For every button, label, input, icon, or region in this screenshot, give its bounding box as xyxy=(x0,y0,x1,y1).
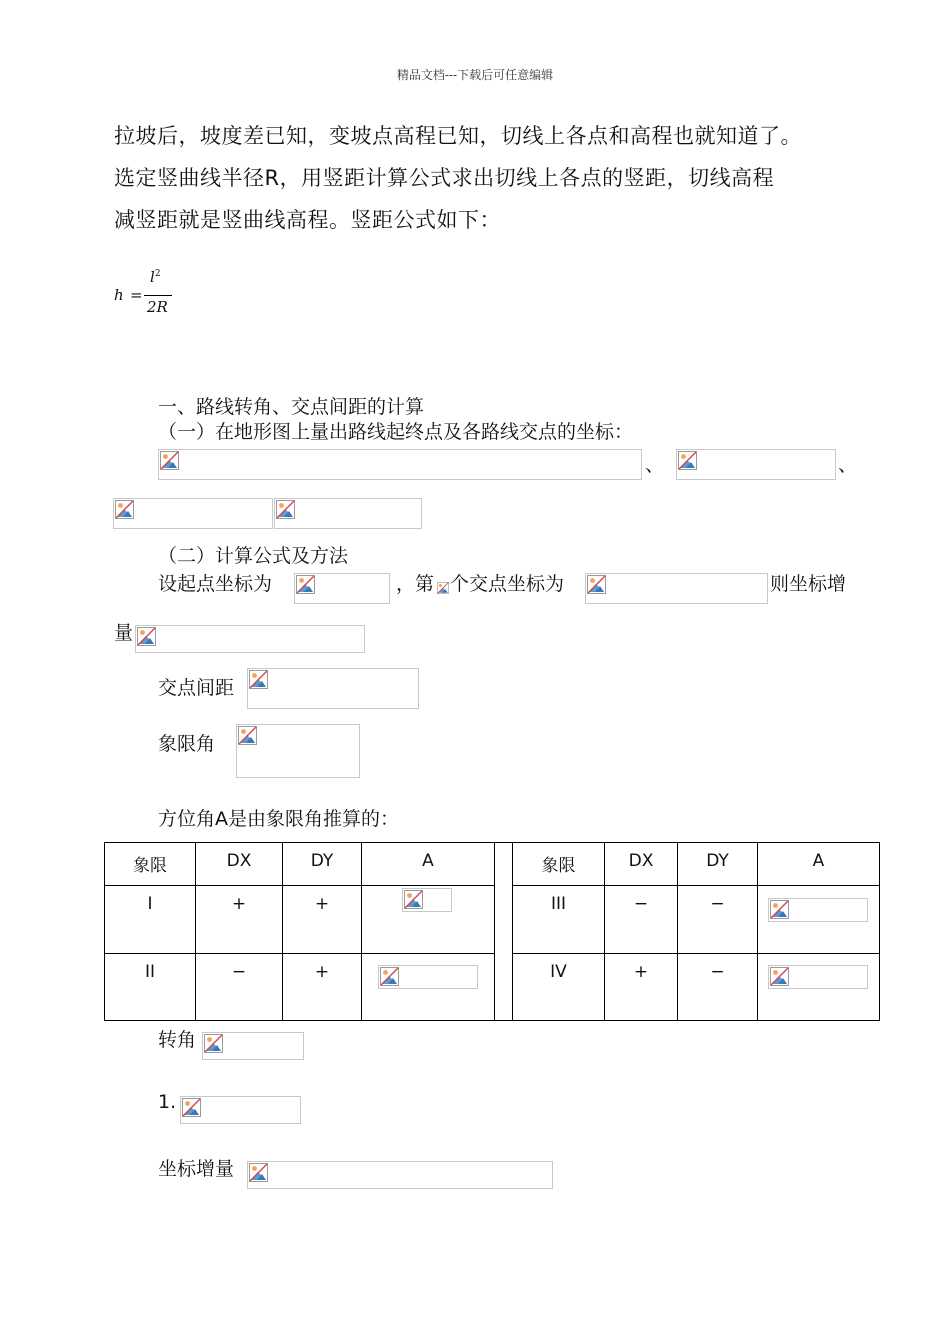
table-cell: + xyxy=(605,953,678,1021)
broken-image-icon xyxy=(276,500,295,519)
image-placeholder xyxy=(247,668,419,709)
broken-image-icon xyxy=(404,890,423,909)
text-liang: 量 xyxy=(114,622,134,644)
label-intersection-distance: 交点间距 xyxy=(158,677,235,699)
text-jiaodian: 个交点坐标为 xyxy=(450,573,565,595)
section-title: 一、路线转角、交点间距的计算 xyxy=(158,396,425,418)
column-header: 象限 xyxy=(105,843,196,886)
separator: 、 xyxy=(645,454,665,476)
intro-line-3: 减竖距就是竖曲线高程。竖距公式如下： xyxy=(114,208,501,232)
table-cell: II xyxy=(105,953,196,1021)
table-row xyxy=(105,886,880,954)
image-placeholder xyxy=(158,449,642,480)
table-cell-formula xyxy=(362,953,495,1021)
broken-image-icon xyxy=(678,451,697,470)
column-header: 象限 xyxy=(513,843,605,886)
broken-image-icon xyxy=(249,670,268,689)
broken-image-icon xyxy=(587,575,606,594)
image-placeholder xyxy=(676,449,836,480)
column-header: A xyxy=(362,843,495,886)
image-placeholder xyxy=(378,965,478,989)
label-coordinate-increment: 坐标增量 xyxy=(158,1158,235,1180)
image-placeholder xyxy=(402,888,452,912)
broken-image-icon xyxy=(204,1034,223,1053)
separator: 、 xyxy=(838,454,858,476)
column-header: DY xyxy=(283,843,362,886)
table-cell: − xyxy=(605,886,678,954)
table-cell: + xyxy=(196,886,283,954)
image-placeholder xyxy=(236,724,360,778)
image-placeholder xyxy=(113,498,273,529)
broken-image-icon xyxy=(437,578,449,598)
column-header: DY xyxy=(678,843,758,886)
page-header: 精品文档---下载后可任意编辑 xyxy=(396,68,554,82)
table-cell: IV xyxy=(513,953,605,1021)
column-header: DX xyxy=(196,843,283,886)
table-header-row xyxy=(105,843,880,886)
image-placeholder xyxy=(247,1161,553,1189)
table-cell-formula xyxy=(362,886,495,954)
broken-image-icon xyxy=(296,575,315,594)
column-header: DX xyxy=(605,843,678,886)
image-placeholder xyxy=(135,625,365,653)
image-placeholder xyxy=(768,898,868,922)
table-gap xyxy=(495,843,513,1021)
vertical-distance-formula xyxy=(114,268,204,324)
formula-lhs: h xyxy=(114,286,124,304)
table-cell: III xyxy=(513,886,605,954)
table-cell: − xyxy=(678,953,758,1021)
intro-line-1: 拉坡后，坡度差已知，变坡点高程已知，切线上各点和高程也就知道了。 xyxy=(114,124,802,148)
broken-image-icon xyxy=(182,1098,201,1117)
broken-image-icon xyxy=(160,451,179,470)
broken-image-icon xyxy=(770,900,789,919)
broken-image-icon xyxy=(115,500,134,519)
intro-line-2: 选定竖曲线半径R，用竖距计算公式求出切线上各点的竖距，切线高程 xyxy=(114,166,775,190)
formula-equals: = xyxy=(130,286,143,304)
broken-image-icon xyxy=(137,627,156,646)
table-cell: I xyxy=(105,886,196,954)
azimuth-sentence: 方位角A是由象限角推算的： xyxy=(158,808,399,830)
label-turn-angle: 转角 xyxy=(158,1029,197,1051)
label-item-1: 1. xyxy=(158,1091,177,1113)
quadrant-table xyxy=(104,842,880,1021)
broken-image-icon xyxy=(249,1163,268,1182)
table-cell-formula xyxy=(758,953,880,1021)
formula-numerator: $l^2$ xyxy=(150,268,161,286)
text-then: 则坐标增 xyxy=(770,573,847,595)
image-placeholder xyxy=(437,578,449,600)
formula-denominator: 2R xyxy=(147,298,168,316)
subsection-1-title: （一）在地形图上量出路线起终点及各路线交点的坐标： xyxy=(158,421,634,443)
broken-image-icon xyxy=(380,967,399,986)
image-placeholder xyxy=(202,1032,304,1060)
text-comma-di: ，第 xyxy=(396,573,435,595)
label-quadrant-angle: 象限角 xyxy=(158,733,216,755)
text-set-start: 设起点坐标为 xyxy=(158,573,273,595)
table-cell-formula xyxy=(758,886,880,954)
image-placeholder xyxy=(768,965,868,989)
broken-image-icon xyxy=(770,967,789,986)
broken-image-icon xyxy=(238,726,257,745)
formula-fraction-bar xyxy=(144,295,172,296)
table-cell: + xyxy=(283,886,362,954)
image-placeholder xyxy=(180,1096,301,1124)
table-cell: − xyxy=(678,886,758,954)
column-header: A xyxy=(758,843,880,886)
image-placeholder xyxy=(274,498,422,529)
table-cell: + xyxy=(283,953,362,1021)
image-placeholder xyxy=(294,573,390,604)
image-placeholder xyxy=(585,573,768,604)
table-row xyxy=(105,953,880,1021)
table-cell: − xyxy=(196,953,283,1021)
subsection-2-title: （二）计算公式及方法 xyxy=(158,545,349,567)
